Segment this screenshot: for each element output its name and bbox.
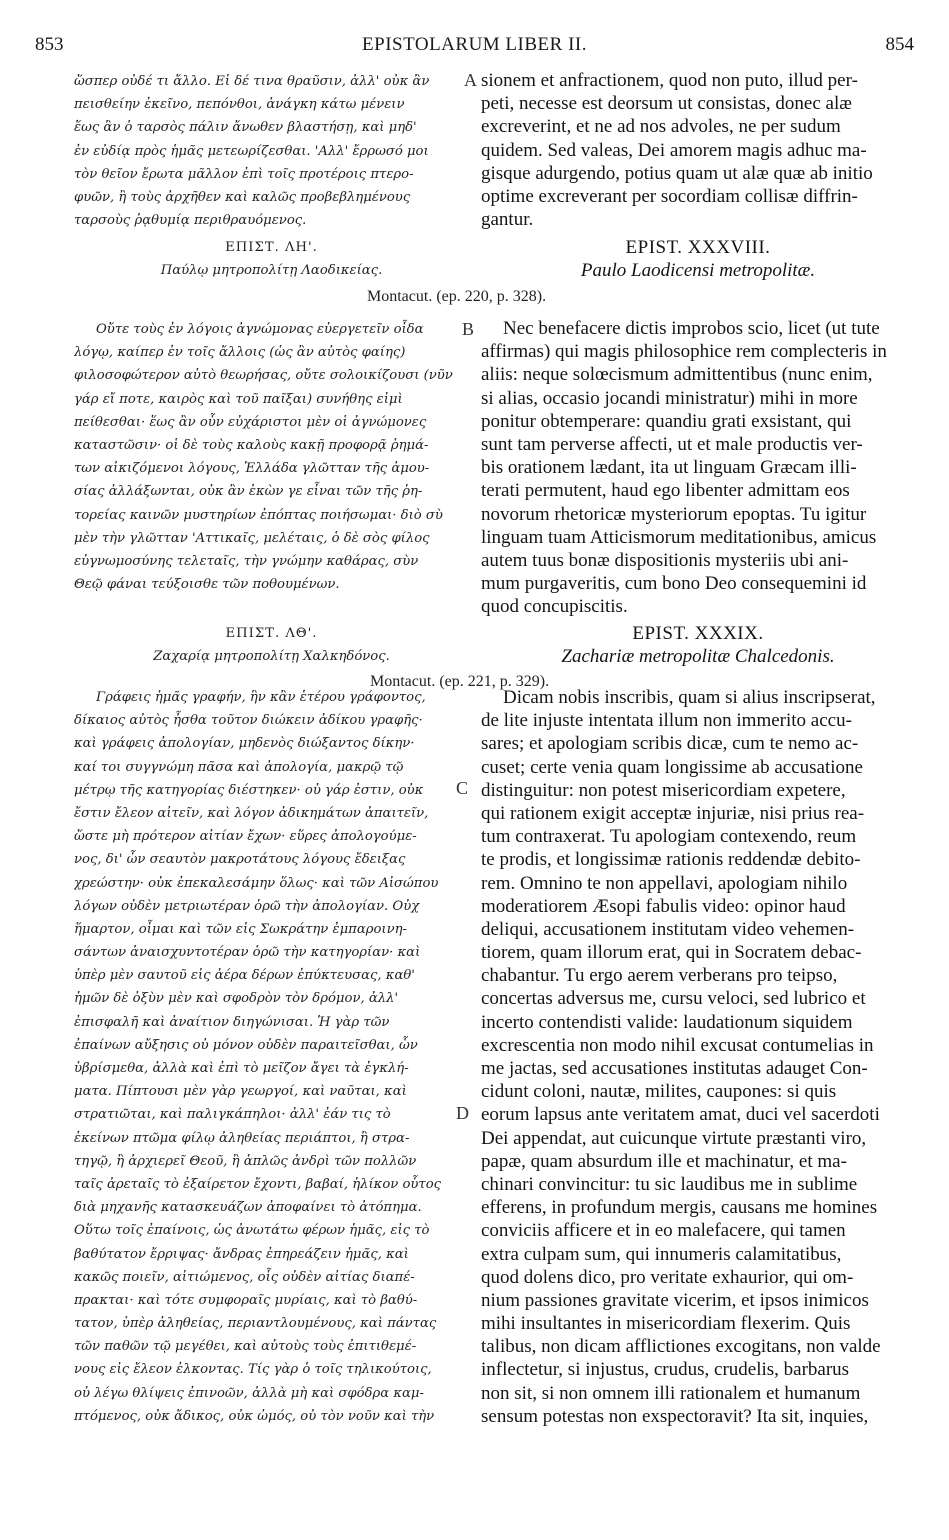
latin-text-line: mihi insultantes in misericordiam flexerim. Quis — [481, 1313, 851, 1335]
latin-text-line: autem tuus bonæ dispositionis mysteriis ubi ani- — [481, 549, 849, 571]
greek-text-line: των αἰκιζόμενοι λόγους, Ἑλλάδα γλῶτταν τῆς ἀμου- — [74, 461, 430, 477]
greek-text-line: χρεώστην· οὐκ ἐπεκαλεσάμην ὅλως· καὶ τῶν Αἰσώπου — [74, 875, 439, 891]
greek-column-letter-38 — [74, 318, 469, 600]
greek-text-line: ταῖς ἀρεταῖς τὸ ἐξαίρετον ἔχοντι, βαβαί, ἡλίκον οὗτος — [74, 1176, 442, 1192]
latin-text-line: tum contraxerat. Tu apologiam contexendo, reum — [481, 826, 857, 848]
greek-text-line: ἐπισφαλῆ καὶ ἀναίτιον διηγώνισαι. Ἡ γὰρ τῶν — [74, 1014, 390, 1030]
greek-text-line: ματα. Πίπτουσι μὲν γὰρ γεωργοί, καὶ ναῦται, καὶ — [74, 1084, 407, 1100]
latin-text-line: excreverint, et ne ad nos advoles, ne per sudum — [481, 116, 841, 138]
greek-heading-38: ΕΠΙΣΤ. ΛΗ'. — [225, 240, 318, 255]
greek-text-line: τατον, ὑπὲρ ἀληθείας, περιαντλουμένους, καὶ πάντας — [74, 1316, 437, 1332]
latin-text-line: sensum potestas non exspectoravit? Ita sit, inquies, — [481, 1405, 869, 1427]
latin-text-line: distinguitur: non potest misericordiam expetere, — [481, 779, 846, 801]
latin-text-line: quod dolens dico, pro veritate exhaurior, qui om- — [481, 1266, 854, 1288]
greek-addressee-38: Παύλῳ μητροπολίτῃ Λαοδικείας. — [160, 263, 383, 279]
greek-column-continuation — [74, 70, 469, 240]
greek-heading-38-block — [74, 236, 469, 284]
greek-text-line: καταστῶσιν· οἱ δὲ τοὺς καλοὺς κακῇ προφορᾷ ῥημά- — [74, 437, 429, 453]
latin-text-line: me jactas, sed accusationes institutas adauget Con- — [481, 1058, 868, 1079]
greek-text-line: νους εἰς ἔλεον ἐλκοντας. Τίς γὰρ ὁ τοῖς τηλικούτοις, — [74, 1362, 432, 1378]
latin-text-line: nium passiones gravitate vicerim, et ipsos inimicos — [481, 1289, 869, 1311]
greek-text-line: τηγῷ, ἢ ἀρχιερεῖ Θεοῦ, ἢ ἁπλῶς ἀνδρὶ τῶν πολλῶν — [74, 1153, 417, 1169]
greek-text-line: σίας ἀλλάξωνται, οὐκ ἂν ἑκὼν γε εἶναι τῶν τῆς ῥη- — [74, 484, 423, 500]
latin-column-letter-39 — [481, 686, 915, 1446]
latin-text-line: novorum rhetoricæ mysteriorum epoptas. Tu igitur — [481, 503, 867, 525]
latin-column-continuation — [481, 69, 915, 239]
latin-text-line: chabantur. Tu ergo aerem verberans pro teipso, — [481, 965, 838, 987]
greek-text-line: τῶν παθῶν τῷ μεγέθει, καὶ αὐτοὺς τοὺς ἐπιτιθεμέ- — [74, 1339, 417, 1355]
latin-text-line: conviciis afficere et in eo malefacere, qui tamen — [481, 1220, 846, 1242]
greek-text-line: εὐγνωμοσύνης τελεταῖς, τὴν γνώμην καθάρας, σὺν — [74, 553, 419, 569]
latin-heading-39: EPIST. XXXIX. — [632, 623, 764, 644]
latin-text-line: excrescentia non modo nihil excusat contumelias in — [481, 1034, 874, 1056]
latin-text-line: eorum lapsus ante veritatem amat, duci vel sacerdoti — [481, 1104, 880, 1126]
latin-text-line: cidunt coloni, nautæ, milites, caupones: si quis — [481, 1081, 837, 1103]
greek-text-line: σάντων ἀναισχυντοτέραν ὁρῶ τὴν κατηγορίαν· καὶ — [74, 945, 421, 961]
latin-text-line: qui rationem exigit acceptæ injuriæ, nisi prius rea- — [481, 802, 865, 824]
latin-text-line: incerto contendisti valide: laudationum siquidem — [481, 1011, 853, 1033]
running-title: EPISTOLARUM LIBER II. — [362, 34, 587, 55]
greek-text-line: φιλοσοφώτερον αὐτὸ θεωρήσας, οὔτε σολοικίζουσι (νῦν — [74, 368, 453, 384]
greek-text-line: δίκαιος αὐτὸς ἦσθα τοῦτον διώκειν ἀδίκου γραφῆς· — [74, 713, 423, 729]
greek-heading-39-block — [74, 622, 469, 670]
greek-text-line: πεισθείην ἐκεῖνο, πεπόνθοι, ἀνάγκη κάτω μένειν — [74, 97, 405, 113]
latin-text-line: terati permutent, haud ego libenter admittam eos — [481, 480, 850, 502]
greek-addressee-39: Ζαχαρίᾳ μητροπολίτῃ Χαλκηδόνος. — [153, 649, 390, 665]
page-number-left: 853 — [35, 34, 64, 55]
greek-text-line: ἐπαίνων αὔξησις οὐ μόνον οὐδὲν παραιτεῖσθαι, ὧν — [74, 1037, 418, 1053]
greek-text-line: καί τοι συγγνώμη πᾶσα καὶ ἀπολογία, μακρῷ τῷ — [74, 759, 404, 775]
latin-text-line: sionem et anfractionem, quod non puto, illud per- — [481, 70, 858, 91]
latin-text-line: cuset; certe venia quam longissime ab accusatione — [481, 756, 863, 778]
greek-text-line: στρατιῶται, καὶ παλιγκάπηλοι· ἀλλ' ἐάν τις τὸ — [74, 1107, 391, 1123]
greek-text-line: λόγῳ, καίπερ ἐν τοῖς ἄλλοις (ὡς ἂν αὐτὸς φαίης) — [74, 345, 406, 361]
latin-column-letter-38 — [481, 317, 915, 622]
greek-text-line: ὥστε μὴ πρότερον αἰτίαν ἔχων· εὕρες ἀπολογούμε- — [74, 829, 417, 845]
latin-text-line: rem. Omnino te non appellavi, apologiam nihilo — [481, 872, 848, 894]
latin-text-line: aliis: neque solœcismum admittentibus (nunc enim, — [481, 364, 873, 386]
latin-text-line: mum purgaveritis, cum bono Deo consequemini id — [481, 573, 867, 595]
greek-text-line: ἔστιν ἔλεον αἰτεῖν, καὶ λόγον ἀδικημάτων ἀπαιτεῖν, — [74, 805, 429, 821]
greek-text-line: Οὕτω τοῖς ἐπαίνοις, ὡς ἀνωτάτω φέρων ἡμᾶς, εἰς τὸ — [74, 1223, 430, 1239]
greek-text-line: ἕως ἂν ὁ ταρσὸς πάλιν ἄνωθεν βλαστήσῃ, καὶ μηδ' — [74, 120, 417, 136]
latin-text-line: Nec benefacere dictis improbos scio, licet (ut tute — [503, 318, 880, 339]
latin-text-line: peti, necesse est deorsum ut consistas, donec alæ — [481, 93, 852, 115]
greek-text-line: κακῶς ποιεῖν, αἰτιώμενος, οἷς οὐδὲν αἰτίας διαπέ- — [74, 1269, 415, 1285]
latin-text-line: linguam tuam Atticismorum meditationibus, amicus — [481, 526, 877, 548]
greek-column-letter-39 — [74, 686, 469, 1466]
greek-text-line: ἡμῶν δὲ ὀξὺν μὲν καὶ σφοδρὸν τὸν δρόμον, ἀλλ' — [74, 991, 399, 1007]
latin-text-line: Dei appendat, aut cuicunque virtute præstanti viro, — [481, 1127, 867, 1149]
latin-text-line: efferens, in profundum mergis, causans me homines — [481, 1197, 878, 1219]
greek-text-line: ἐκείνων πτῶμα φίλῳ ἀληθείας περιάπτοι, ἢ στρα- — [74, 1130, 410, 1146]
greek-text-line: Γράφεις ἡμᾶς γραφήν, ἣν κἂν ἑτέρου γράφοντος, — [96, 690, 426, 705]
greek-text-line: ἥμαρτον, οἶμαι καὶ τῶν εἰς Σωκράτην ἐμπαροινη- — [74, 921, 407, 937]
margin-marker-a: A — [464, 70, 477, 90]
greek-text-line: Θεῷ φάναι τεύξοισθε τῶν ποθουμένων. — [74, 577, 340, 593]
greek-text-line: λόγων οὐδὲν μετριωτέραν ὁρῶ τὴν ἀπολογίαν. Οὐχ — [74, 898, 420, 914]
latin-text-line: sares; et apologiam scribis dicæ, cum te nemo ac- — [481, 733, 859, 755]
latin-text-line: quidem. Sed valeas, Dei amorem magis adhuc ma- — [481, 139, 867, 161]
greek-text-line: διὰ μηχανῆς κατασκευάζων ἀποφαίνει τὸ ἀτόπημα. — [74, 1200, 422, 1216]
margin-marker-c: C — [456, 778, 469, 798]
running-header — [0, 34, 949, 56]
latin-heading-38: EPIST. XXXVIII. — [625, 237, 771, 258]
greek-text-line: οὐ λέγω θλίψεις ἐπινοῶν, ἀλλὰ μὴ καὶ σφόδρα καμ- — [74, 1385, 424, 1401]
latin-text-line: gantur. — [481, 209, 534, 231]
latin-text-line: si alias, occasio jocandi ministratur) mihi in more — [481, 387, 858, 409]
latin-text-line: talibus, non dicam afflictiones excogitans, non valde — [481, 1336, 881, 1358]
latin-addressee-38: Paulo Laodicensi metropolitæ. — [580, 260, 816, 282]
latin-text-line: tiorem, quam illorum erat, qui in Socratem debac- — [481, 942, 862, 964]
latin-text-line: inflectetur, si injustus, crudus, crudelis, barbarus — [481, 1359, 850, 1381]
latin-text-line: moderatiorem Æsopi fabulis video: opinor haud — [481, 895, 846, 917]
greek-text-line: Οὔτε τοὺς ἐν λόγοις ἀγνώμονας εὐεργετεῖν οἶδα — [96, 322, 424, 337]
greek-text-line: πτόμενος, οὐκ ἄδικος, οὐκ ὠμός, οὐ τὸν νοῦν καὶ τὴν — [74, 1408, 435, 1424]
greek-text-line: πείθεσθαι· ἕως ἂν οὖν εὐχάριστοι μὲν οἱ ἀγνώμονες — [74, 414, 427, 430]
greek-text-line: γάρ εἴ ποτε, καιρὸς καὶ τοῦ παῖξαι) συνήθης εἰμὶ — [74, 391, 403, 407]
latin-text-line: non sit, si non omnem illi rationalem et humanum — [481, 1382, 861, 1404]
latin-heading-39-block — [481, 622, 915, 670]
latin-text-line: de lite injuste intentata illum non immerito accu- — [481, 710, 852, 732]
greek-text-line: ἐν εὐδίᾳ πρὸς ἡμᾶς μετεωρίζεσθαι. 'Αλλ' ἔρρωσό μοι — [74, 143, 429, 159]
latin-addressee-39: Zachariæ metropolitæ Chalcedonis. — [561, 646, 835, 668]
greek-text-line: τορείας καινῶν μυστηρίων ἐπόπτας ποιήσωμαι· διὸ σὺ — [74, 507, 443, 523]
source-citation-38: Montacut. (ep. 220, p. 328). — [367, 288, 547, 305]
latin-text-line: sunt tam perverse affecti, ut et male productis ver- — [481, 433, 863, 455]
latin-text-line: gisque adurgendo, potius quam ut alæ quæ ab initio — [481, 162, 873, 184]
greek-text-line: ταρσοὺς ῥᾳθυμίᾳ περιθραυόμενος. — [74, 213, 307, 229]
latin-text-line: papæ, quam absurdum ille et machinatur, et ma- — [481, 1150, 847, 1172]
greek-heading-39: ΕΠΙΣΤ. ΛΘ'. — [225, 626, 318, 641]
latin-heading-38-block — [481, 236, 915, 284]
greek-text-line: ὥσπερ οὐδέ τι ἄλλο. Εἰ δέ τινα θραῦσιν, ἀλλ' οὐκ ἂν — [74, 74, 430, 89]
latin-text-line: Dicam nobis inscribis, quam si alius inscripserat, — [503, 687, 876, 708]
greek-text-line: βαθύτατον ἔρριψας· ἄνδρας ἐπηρεάζειν ἡμᾶς, καὶ — [74, 1246, 409, 1262]
greek-text-line: φυῶν, ἢ τοὺς ἀρχῆθεν καὶ καλῶς προβεβλημένους — [74, 189, 411, 205]
latin-text-line: chinari convincitur: tu sic laudibus me in sublime — [481, 1173, 858, 1195]
greek-text-line: ὑπὲρ μὲν σαυτοῦ εἰς ἀέρα δέρων ἐπύκτευσας, καθ' — [74, 968, 415, 984]
greek-text-line: καὶ γράφεις ἀπολογίαν, μηδενὸς διώξαντος δίκην· — [74, 736, 415, 752]
latin-text-line: ponitur obtemperare: quandiu grati exsistant, qui — [481, 410, 852, 432]
greek-text-line: νος, δι' ὧν σεαυτὸν μακροτάτους λόγους ἔδειξας — [74, 852, 406, 868]
greek-text-line: μέτρῳ τῆς κατηγορίας διέστηκεν· οὐ γάρ ἐστιν, οὐκ — [74, 782, 424, 798]
latin-text-line: optime excreverant per socordiam collisæ diffrin- — [481, 185, 858, 207]
greek-text-line: ὑβρίσμεθα, ἀλλὰ καὶ ἐπὶ τὸ μεῖζον ἄγει τὰ ἐγκλή- — [74, 1061, 409, 1076]
latin-text-line: bis orationem lædant, ita ut linguam Græcam illi- — [481, 457, 857, 479]
greek-text-line: πρακται· καὶ τότε συμφοραῖς μυρίαις, καὶ τὸ βαθύ- — [74, 1292, 418, 1308]
latin-text-line: quod concupiscitis. — [481, 596, 628, 618]
latin-text-line: affirmas) qui magis philosophice rem complecteris in — [481, 341, 887, 363]
greek-text-line: μὲν τὴν γλῶτταν 'Αττικαῖς, μελέταις, ὁ δὲ σὸς φίλος — [74, 530, 430, 546]
latin-text-line: deliqui, accusationem institutam video vehemen- — [481, 918, 855, 940]
margin-marker-b: B — [462, 319, 475, 339]
latin-text-line: te prodis, et longissimæ rationis reddendæ debito- — [481, 849, 861, 871]
latin-text-line: extra culpam sum, qui innumeris calamitatibus, — [481, 1243, 842, 1265]
latin-text-line: concertas adversus me, cursu veloci, sed lubrico et — [481, 988, 866, 1010]
margin-marker-d: D — [456, 1103, 469, 1123]
page-number-right: 854 — [885, 34, 914, 55]
source-citation-39: Montacut. (ep. 221, p. 329). — [370, 673, 550, 690]
greek-text-line: τὸν θεῖον ἔρωτα μᾶλλον ἐπὶ τοῖς προτέροις πτερο- — [74, 166, 414, 182]
